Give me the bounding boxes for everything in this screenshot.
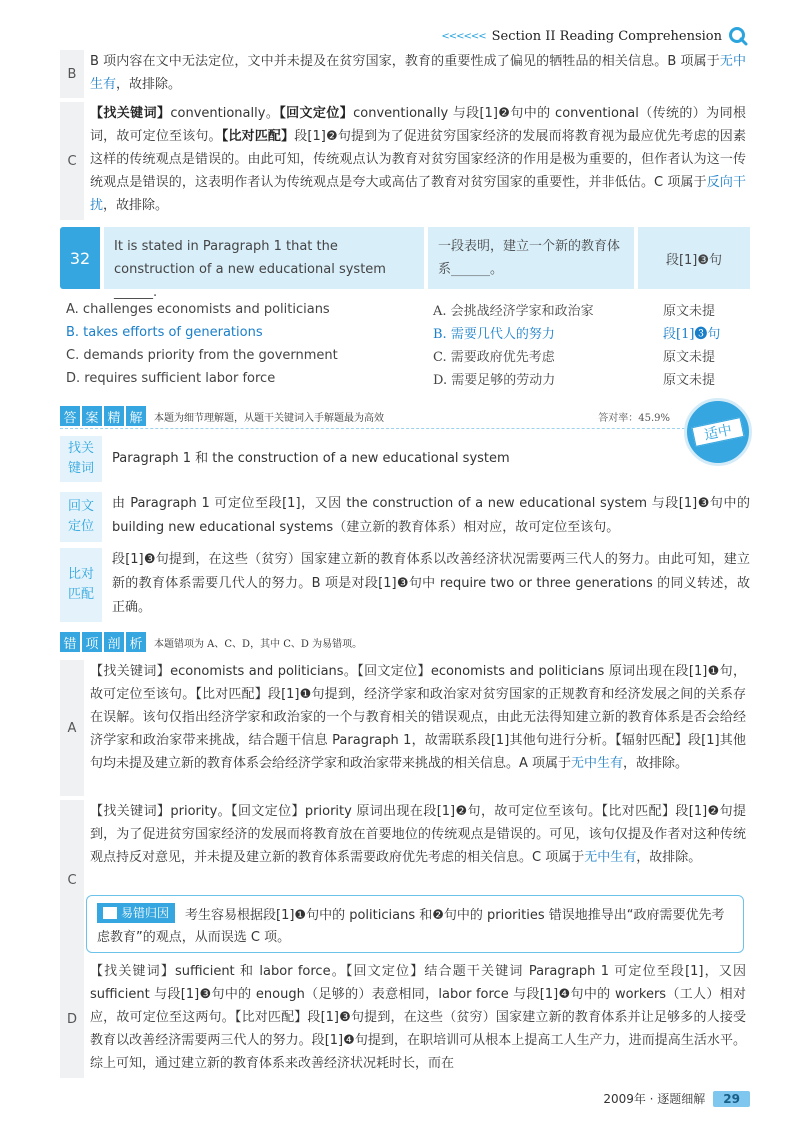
option-c: C. demands priority from the government C. 需要政府优先考虑 原文未提 (66, 348, 716, 365)
heading-char: 解 (126, 406, 146, 426)
step-locate (60, 492, 750, 542)
heading-char: 项 (82, 632, 102, 652)
option-letter: C (60, 102, 84, 220)
prev-option-b (60, 50, 750, 98)
heading-char: 答 (60, 406, 80, 426)
wrong-analysis-header (60, 632, 750, 652)
option-list (66, 298, 756, 390)
tip-text: 考生容易根据段[1]❶句中的 politicians 和❷句中的 priorities 错误地推导出“政府需要优先考虑教育”的观点，从而误选 C 项。 (97, 908, 725, 945)
error-tip-box (86, 895, 744, 953)
answer-analysis-header (60, 406, 750, 426)
wrong-option-d (60, 960, 750, 1078)
stem-chinese: 一段表明，建立一个新的教育体系______。 (428, 227, 634, 289)
step-keywords (60, 436, 750, 482)
divider (60, 428, 690, 429)
option-b-correct: B. takes efforts of generations B. 需要几代人的努力 段[1]❸句 (66, 325, 721, 342)
stem-location: 段[1]❸句 (638, 227, 750, 289)
page-number: 29 (713, 1091, 750, 1107)
stem-english: It is stated in Paragraph 1 that the construction of a new educational system ______. (104, 227, 424, 289)
option-letter: B (60, 50, 84, 98)
step-label: 找关 键词 (60, 436, 102, 482)
arrows-icon: <<<<<< (441, 30, 486, 42)
tip-label: 易错归因 (97, 903, 175, 923)
step-text: 由 Paragraph 1 可定位至段[1]，又因 the construction of a new educational system 与段[1]❸句中的 building new educational systems（建立新的教育体系）相对应，故可定位至该句。 (112, 496, 750, 535)
option-letter: A (60, 660, 84, 796)
step-label: 比对 匹配 (60, 548, 102, 622)
option-c-analysis: 【找关键词】priority。【回文定位】priority 原词出现在段[1]❷句，故可定位至该句。【比对匹配】段[1]❷句提到，为了促进贫穷国家经济的发展而将教育放在首要地位的传统观点是错误的。可见，该句仅提及作者对这种传统观点持反对意见，并未提及建立新的教育体系需要政府优先考虑的相关信息。C 项属于无中生有，故排除。 (90, 804, 746, 865)
heading-char: 析 (126, 632, 146, 652)
wrong-option-a (60, 660, 750, 796)
option-c-analysis: 【找关键词】conventionally。【回文定位】conventionally 与段[1]❷句中的 conventional（传统的）为同根词，故可定位至该句。【比对匹配】段[1]❷句提到为了促进贫穷国家经济的发展而将教育视为最应优先考虑的因素这样的传统观点是错误的。由此可知，传统观点认为教育对贫穷国家经济的作用是极为重要的，但作者认为这一传统观点是错误的，这表明作者认为传统观点是夸大或高估了教育对贫穷国家的重要性，并非低估。C 项属于反向干扰，故排除。 (90, 106, 746, 213)
accuracy-rate: 答对率：45.9% (598, 412, 670, 424)
difficulty-label: 适中 (691, 417, 744, 447)
page-footer (603, 1090, 750, 1107)
section-title: Section II Reading Comprehension (491, 28, 722, 44)
footer-text: 2009年 · 逐题细解 (603, 1092, 706, 1106)
question-number: 32 (60, 227, 100, 289)
option-a-analysis: 【找关键词】economists and politicians。【回文定位】economists and politicians 原词出现在段[1]❶句，故可定位至该句。【比对匹配】段[1]❶句提到，经济学家和政治家对贫穷国家的正规教育和经济发展之间的关系存在误解。该句仅指出经济学家和政治家的一个与教育相关的错误观点，由此无法得知建立新的教育体系是否会给经济学家和政治家带来挑战，结合题干信息 Paragraph 1，故需联系段[1]其他句进行分析。【辐射匹配】段[1]其他句均未提及建立新的教育体系会给经济学家和政治家带来挑战的相关信息。A 项属于无中生有，故排除。 (90, 664, 746, 771)
step-text: Paragraph 1 和 the construction of a new educational system (112, 451, 510, 466)
wrong-note: 本题错项为 A、C、D，其中 C、D 为易错项。 (154, 638, 363, 650)
book-icon (103, 907, 117, 919)
option-letter: C (60, 800, 84, 960)
step-match (60, 548, 750, 622)
option-d: D. requires sufficient labor force D. 需要足够的劳动力 原文未提 (66, 371, 716, 388)
search-q-icon (728, 26, 748, 46)
page-header (441, 26, 748, 46)
heading-char: 剖 (104, 632, 124, 652)
option-b-analysis: B 项内容在文中无法定位，文中并未提及在贫穷国家，教育的重要性成了偏见的牺牲品的相关信息。B 项属于无中生有，故排除。 (90, 54, 746, 92)
option-a: A. challenges economists and politicians A. 会挑战经济学家和政治家 原文未提 (66, 302, 716, 319)
answer-note: 本题为细节理解题，从题干关键词入手解题最为高效 (154, 412, 384, 424)
option-letter: D (60, 960, 84, 1078)
heading-char: 精 (104, 406, 124, 426)
option-d-analysis: 【找关键词】sufficient 和 labor force。【回文定位】结合题干关键词 Paragraph 1 可定位至段[1]，又因 sufficient 与段[1]❸句中的 enough（足够的）表意相同，labor force 与段[1]❹句中的 workers（工人）相对应，故可定位至这两句。【比对匹配】段[1]❸句提到，在这些（贫穷）国家建立新的教育体系并让足够多的人接受教育以改善经济需要两三代人的努力。段[1]❹句提到，在职培训可从根本上提高工人生产力，进而提高生活水平。综上可知，通过建立新的教育体系来改善经济状况耗时长，而在 (90, 964, 746, 1071)
prev-option-c (60, 102, 750, 220)
question-stem (60, 227, 750, 300)
step-text: 段[1]❸句提到，在这些（贫穷）国家建立新的教育体系以改善经济状况需要两三代人的努力。由此可知，建立新的教育体系需要几代人的努力。B 项是对段[1]❸句中 require two or three generations 的同义转述，故正确。 (112, 552, 750, 615)
step-label: 回文 定位 (60, 492, 102, 542)
heading-char: 案 (82, 406, 102, 426)
heading-char: 错 (60, 632, 80, 652)
